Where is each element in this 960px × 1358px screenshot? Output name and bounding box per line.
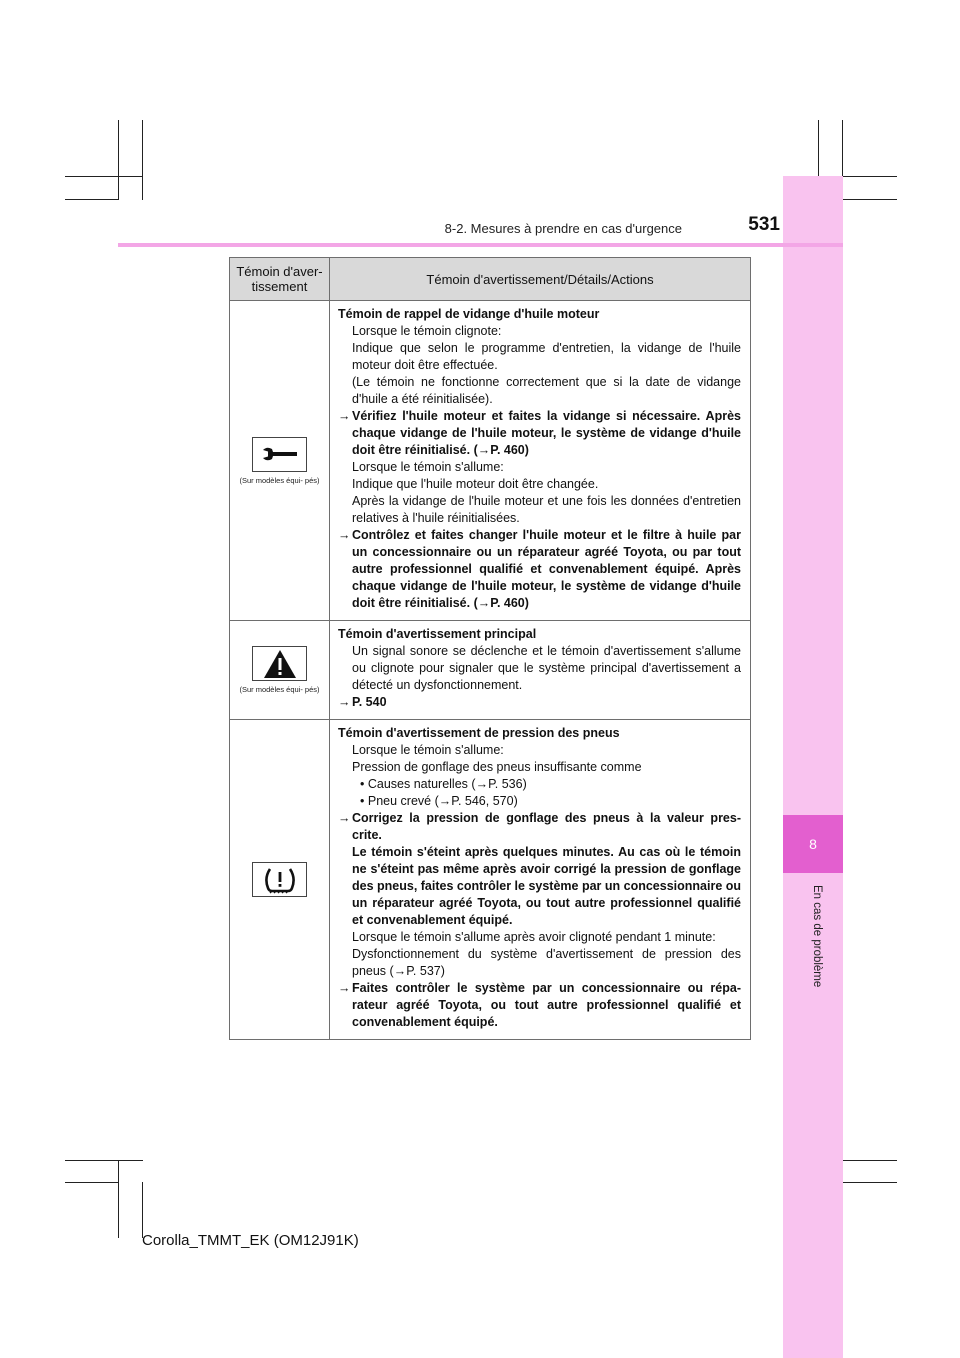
detail-line: Indique que selon le programme d'entretien, la vidange de l'huile moteur doit être effectuée. [352,341,741,372]
action-line [338,810,741,844]
crop-mark [65,199,118,200]
page-reference-link[interactable]: P. 540 [352,695,387,709]
page-reference-link[interactable]: P. 537) [406,964,445,978]
arrow-icon: → [438,794,452,808]
arrow-icon: → [338,695,351,709]
crop-mark [842,1160,897,1161]
wrench-icon [252,437,307,472]
page-reference-link[interactable]: P. 460) [490,443,529,457]
crop-mark [118,120,119,200]
detail-line: (Le témoin ne fonctionne correctement que si la date de vidange d'huile a été réinitialisée). [352,375,741,406]
warning-light-table [229,257,751,1040]
table-row [230,621,751,720]
action-text: Corrigez la pression de gonflage des pneus à la valeur pres- crite. [352,811,741,842]
page-reference-link[interactable]: P. 546, 570) [451,794,518,808]
details-cell [330,720,751,1040]
row-title: Témoin d'avertissement de pression des pneus [338,726,620,740]
table-header-row [230,258,751,301]
action-line [338,694,741,711]
warning-triangle-icon [252,646,307,681]
table-row [230,720,751,1040]
crop-mark [142,1182,143,1238]
icon-cell [230,720,330,1040]
bullet-item: • Causes naturelles (→P. 536) [360,777,527,791]
crop-mark [842,199,897,200]
icon-cell [230,621,330,720]
bullet-item: • Pneu crevé (→P. 546, 570) [360,794,518,808]
detail-line: Lorsque le témoin clignote: [352,324,502,338]
action-text: Faites contrôler le système par un concessionnaire ou répa- rateur agréé Toyota, ou tout autre professionnel qualifié et convenablement équipé. [352,981,741,1029]
crop-mark [842,176,897,177]
section-title: 8-2. Mesures à prendre en cas d'urgence [444,221,682,236]
page-number: 531 [748,214,780,235]
table-row [230,301,751,621]
tire-pressure-icon [252,862,307,897]
crop-mark [142,120,143,200]
action-line [338,527,741,612]
details-cell [330,621,751,720]
detail-line: Lorsque le témoin s'allume: [352,460,504,474]
arrow-icon: → [338,811,351,825]
action-text: Contrôlez et faites changer l'huile moteur et le filtre à huile par un concessionnaire ou un réparateur agréé Toyota, ou par tout autre professionnel qualifié et convenablement équipé. Après chaque vidange de l'huile moteur, le système de vidange d'huile doit être réinitialisé. ( [352,528,741,610]
arrow-icon: → [338,981,351,995]
document-id: Corolla_TMMT_EK (OM12J91K) [142,1232,359,1249]
details-cell [330,301,751,621]
detail-line: Un signal sonore se déclenche et le témoin d'avertissement s'allume ou clignote pour signaler que le système principal d'avertissement a détecté un dysfonctionnement. [352,644,741,692]
chapter-tab-band [783,176,843,1358]
arrow-icon: → [477,596,491,610]
arrow-icon: → [338,409,351,423]
detail-line: Indique que l'huile moteur doit être changée. [352,477,599,491]
column-header-light: Témoin d'aver- tissement [230,258,330,301]
icon-caption: (Sur modèles équi- pés) [239,475,320,485]
arrow-icon: → [393,964,407,978]
detail-line: Lorsque le témoin s'allume après avoir clignoté pendant 1 minute: [352,930,716,944]
arrow-icon: → [338,528,351,542]
column-header-details: Témoin d'avertissement/Détails/Actions [330,258,751,301]
detail-line: Lorsque le témoin s'allume: [352,743,504,757]
header-rule [118,243,843,247]
icon-caption: (Sur modèles équi- pés) [239,685,320,694]
icon-cell [230,301,330,621]
bullet-text: Causes naturelles ( [367,777,476,791]
detail-line: Pression de gonflage des pneus insuffisante comme [352,760,642,774]
action-line [338,980,741,1031]
crop-mark [842,1182,897,1183]
crop-mark [118,1160,119,1238]
action-line [338,408,741,459]
detail-text: Dysfonctionnement du système d'avertissement de pression des pneus ( [352,947,741,978]
row-title: Témoin de rappel de vidange d'huile moteur [338,307,600,321]
chapter-title: En cas de problème [811,885,823,988]
arrow-icon: → [475,777,489,791]
arrow-icon: → [477,443,491,457]
row-title: Témoin d'avertissement principal [338,627,537,641]
action-text: Vérifiez l'huile moteur et faites la vidange si nécessaire. Après chaque vidange de l'huile moteur, le système de vidange d'huile doit être réinitialisé. ( [352,409,741,457]
detail-line: Après la vidange de l'huile moteur et une fois les données d'entretien relatives à l'huile réinitialisées. [352,494,741,525]
chapter-number: 8 [783,815,843,873]
bullet-text: Pneu crevé ( [367,794,439,808]
crop-mark [65,1160,143,1161]
page-reference-link[interactable]: P. 460) [490,596,529,610]
crop-mark [65,176,143,177]
crop-mark [65,1182,118,1183]
detail-line [338,946,741,980]
page-reference-link[interactable]: P. 536) [488,777,527,791]
action-continuation: Le témoin s'éteint après quelques minutes. Au cas où le témoin ne s'éteint pas même après avoir corrigé la pression de gonflage des pneus, faites contrôler le système par un concessionnaire ou un réparateur agréé Toyota, ou tout autre professionnel qualifié et convenablement équipé. [352,845,742,927]
